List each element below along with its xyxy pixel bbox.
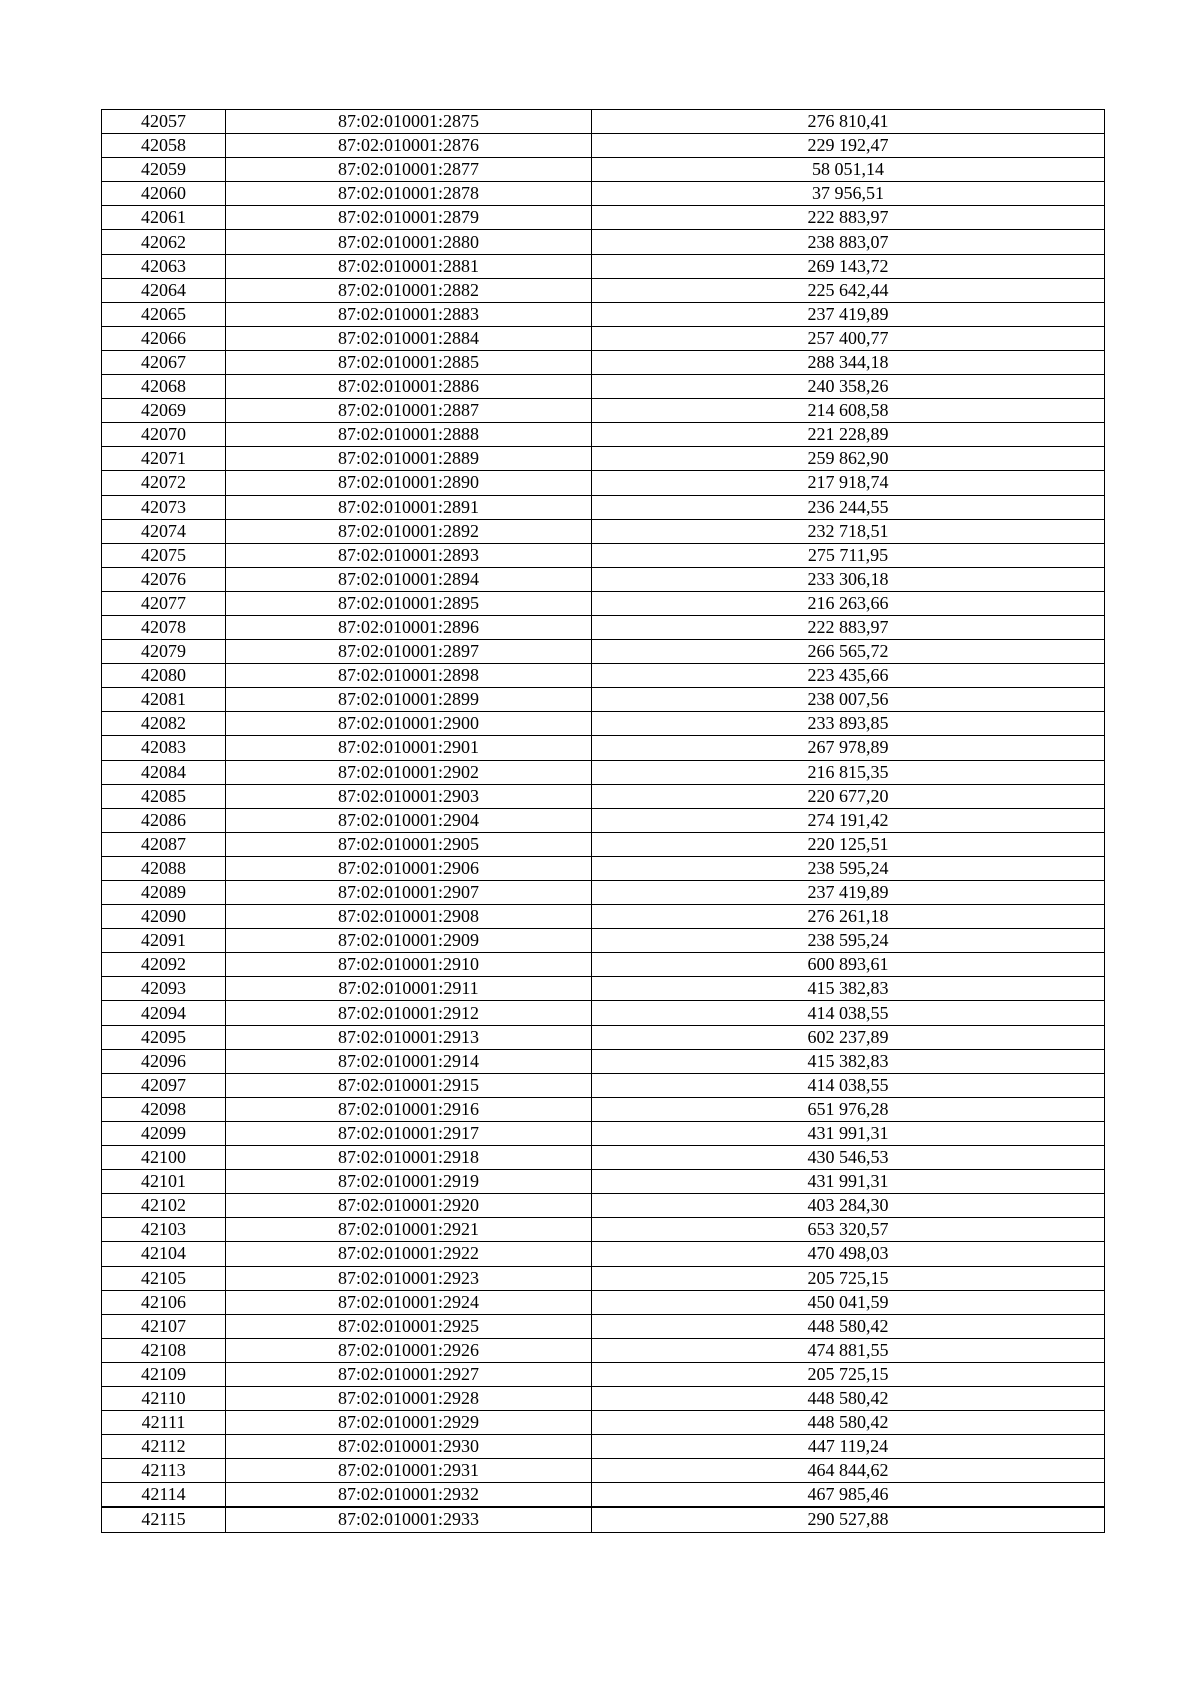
row-number-cell: 42067 — [102, 350, 226, 374]
value-cell: 238 595,24 — [592, 929, 1105, 953]
row-number-cell: 42090 — [102, 905, 226, 929]
value-cell: 217 918,74 — [592, 471, 1105, 495]
table-row — [102, 1483, 1105, 1508]
table-row — [102, 1049, 1105, 1073]
value-cell: 415 382,83 — [592, 1049, 1105, 1073]
cadastral-number-cell: 87:02:010001:2907 — [226, 881, 592, 905]
cadastral-number-cell: 87:02:010001:2880 — [226, 230, 592, 254]
cadastral-number-cell: 87:02:010001:2899 — [226, 688, 592, 712]
table-row — [102, 375, 1105, 399]
value-cell: 232 718,51 — [592, 519, 1105, 543]
table-body — [102, 110, 1105, 1533]
table-row — [102, 1435, 1105, 1459]
value-cell: 414 038,55 — [592, 1001, 1105, 1025]
row-number-cell: 42079 — [102, 640, 226, 664]
cadastral-number-cell: 87:02:010001:2903 — [226, 784, 592, 808]
row-number-cell: 42057 — [102, 110, 226, 134]
cadastral-number-cell: 87:02:010001:2901 — [226, 736, 592, 760]
row-number-cell: 42060 — [102, 182, 226, 206]
cadastral-number-cell: 87:02:010001:2887 — [226, 399, 592, 423]
value-cell: 447 119,24 — [592, 1435, 1105, 1459]
row-number-cell: 42099 — [102, 1121, 226, 1145]
value-cell: 216 263,66 — [592, 591, 1105, 615]
row-number-cell: 42098 — [102, 1097, 226, 1121]
table-row — [102, 495, 1105, 519]
row-number-cell: 42110 — [102, 1386, 226, 1410]
value-cell: 240 358,26 — [592, 375, 1105, 399]
row-number-cell: 42075 — [102, 543, 226, 567]
row-number-cell: 42102 — [102, 1194, 226, 1218]
row-number-cell: 42113 — [102, 1459, 226, 1483]
row-number-cell: 42072 — [102, 471, 226, 495]
row-number-cell: 42081 — [102, 688, 226, 712]
row-number-cell: 42065 — [102, 302, 226, 326]
cadastral-number-cell: 87:02:010001:2924 — [226, 1290, 592, 1314]
row-number-cell: 42096 — [102, 1049, 226, 1073]
value-cell: 474 881,55 — [592, 1338, 1105, 1362]
table-row — [102, 905, 1105, 929]
table-row — [102, 591, 1105, 615]
cadastral-number-cell: 87:02:010001:2876 — [226, 134, 592, 158]
value-cell: 238 883,07 — [592, 230, 1105, 254]
cadastral-number-cell: 87:02:010001:2898 — [226, 664, 592, 688]
table-row — [102, 640, 1105, 664]
row-number-cell: 42085 — [102, 784, 226, 808]
row-number-cell: 42082 — [102, 712, 226, 736]
table-row — [102, 1218, 1105, 1242]
table-row — [102, 929, 1105, 953]
value-cell: 651 976,28 — [592, 1097, 1105, 1121]
table-row — [102, 664, 1105, 688]
value-cell: 37 956,51 — [592, 182, 1105, 206]
cadastral-number-cell: 87:02:010001:2892 — [226, 519, 592, 543]
row-number-cell: 42071 — [102, 447, 226, 471]
row-number-cell: 42106 — [102, 1290, 226, 1314]
value-cell: 430 546,53 — [592, 1146, 1105, 1170]
cadastral-number-cell: 87:02:010001:2925 — [226, 1314, 592, 1338]
value-cell: 415 382,83 — [592, 977, 1105, 1001]
cadastral-number-cell: 87:02:010001:2884 — [226, 326, 592, 350]
cadastral-number-cell: 87:02:010001:2886 — [226, 375, 592, 399]
cadastral-number-cell: 87:02:010001:2926 — [226, 1338, 592, 1362]
table-row — [102, 302, 1105, 326]
value-cell: 233 306,18 — [592, 567, 1105, 591]
value-cell: 220 677,20 — [592, 784, 1105, 808]
cadastral-number-cell: 87:02:010001:2930 — [226, 1435, 592, 1459]
row-number-cell: 42094 — [102, 1001, 226, 1025]
cadastral-number-cell: 87:02:010001:2893 — [226, 543, 592, 567]
cadastral-number-cell: 87:02:010001:2928 — [226, 1386, 592, 1410]
cadastral-number-cell: 87:02:010001:2879 — [226, 206, 592, 230]
table-row — [102, 278, 1105, 302]
table-row — [102, 688, 1105, 712]
row-number-cell: 42104 — [102, 1242, 226, 1266]
row-number-cell: 42095 — [102, 1025, 226, 1049]
row-number-cell: 42087 — [102, 832, 226, 856]
table-row — [102, 856, 1105, 880]
table-row — [102, 1386, 1105, 1410]
cadastral-number-cell: 87:02:010001:2897 — [226, 640, 592, 664]
cadastral-number-cell: 87:02:010001:2921 — [226, 1218, 592, 1242]
cadastral-number-cell: 87:02:010001:2878 — [226, 182, 592, 206]
row-number-cell: 42061 — [102, 206, 226, 230]
row-number-cell: 42069 — [102, 399, 226, 423]
value-cell: 216 815,35 — [592, 760, 1105, 784]
table-row — [102, 1097, 1105, 1121]
value-cell: 214 608,58 — [592, 399, 1105, 423]
row-number-cell: 42108 — [102, 1338, 226, 1362]
value-cell: 225 642,44 — [592, 278, 1105, 302]
table-row — [102, 543, 1105, 567]
table-row — [102, 1001, 1105, 1025]
value-cell: 431 991,31 — [592, 1121, 1105, 1145]
cadastral-number-cell: 87:02:010001:2877 — [226, 158, 592, 182]
value-cell: 448 580,42 — [592, 1386, 1105, 1410]
table-row — [102, 447, 1105, 471]
value-cell: 470 498,03 — [592, 1242, 1105, 1266]
table-row — [102, 1170, 1105, 1194]
row-number-cell: 42066 — [102, 326, 226, 350]
row-number-cell: 42059 — [102, 158, 226, 182]
cadastral-number-cell: 87:02:010001:2922 — [226, 1242, 592, 1266]
cadastral-number-cell: 87:02:010001:2883 — [226, 302, 592, 326]
row-number-cell: 42074 — [102, 519, 226, 543]
table-row — [102, 567, 1105, 591]
row-number-cell: 42097 — [102, 1073, 226, 1097]
value-cell: 58 051,14 — [592, 158, 1105, 182]
row-number-cell: 42070 — [102, 423, 226, 447]
table-row — [102, 712, 1105, 736]
value-cell: 267 978,89 — [592, 736, 1105, 760]
value-cell: 288 344,18 — [592, 350, 1105, 374]
cadastral-number-cell: 87:02:010001:2900 — [226, 712, 592, 736]
row-number-cell: 42093 — [102, 977, 226, 1001]
cadastral-number-cell: 87:02:010001:2929 — [226, 1411, 592, 1435]
row-number-cell: 42105 — [102, 1266, 226, 1290]
table-row — [102, 326, 1105, 350]
value-cell: 257 400,77 — [592, 326, 1105, 350]
value-cell: 237 419,89 — [592, 881, 1105, 905]
row-number-cell: 42089 — [102, 881, 226, 905]
table-row — [102, 760, 1105, 784]
value-cell: 290 527,88 — [592, 1507, 1105, 1532]
cadastral-number-cell: 87:02:010001:2889 — [226, 447, 592, 471]
table-row — [102, 471, 1105, 495]
row-number-cell: 42103 — [102, 1218, 226, 1242]
value-cell: 221 228,89 — [592, 423, 1105, 447]
table-row — [102, 953, 1105, 977]
row-number-cell: 42062 — [102, 230, 226, 254]
cadastral-number-cell: 87:02:010001:2917 — [226, 1121, 592, 1145]
table-row — [102, 519, 1105, 543]
cadastral-number-cell: 87:02:010001:2916 — [226, 1097, 592, 1121]
value-cell: 274 191,42 — [592, 808, 1105, 832]
row-number-cell: 42080 — [102, 664, 226, 688]
table-row — [102, 1121, 1105, 1145]
row-number-cell: 42091 — [102, 929, 226, 953]
cadastral-number-cell: 87:02:010001:2920 — [226, 1194, 592, 1218]
table-row — [102, 1242, 1105, 1266]
cadastral-number-cell: 87:02:010001:2931 — [226, 1459, 592, 1483]
row-number-cell: 42077 — [102, 591, 226, 615]
table-row — [102, 736, 1105, 760]
row-number-cell: 42115 — [102, 1507, 226, 1532]
row-number-cell: 42114 — [102, 1483, 226, 1508]
row-number-cell: 42076 — [102, 567, 226, 591]
row-number-cell: 42078 — [102, 615, 226, 639]
row-number-cell: 42086 — [102, 808, 226, 832]
row-number-cell: 42101 — [102, 1170, 226, 1194]
table-row — [102, 1362, 1105, 1386]
cadastral-number-cell: 87:02:010001:2919 — [226, 1170, 592, 1194]
row-number-cell: 42092 — [102, 953, 226, 977]
row-number-cell: 42100 — [102, 1146, 226, 1170]
table-row — [102, 1314, 1105, 1338]
value-cell: 266 565,72 — [592, 640, 1105, 664]
cadastral-number-cell: 87:02:010001:2927 — [226, 1362, 592, 1386]
value-cell: 205 725,15 — [592, 1266, 1105, 1290]
value-cell: 653 320,57 — [592, 1218, 1105, 1242]
value-cell: 205 725,15 — [592, 1362, 1105, 1386]
row-number-cell: 42064 — [102, 278, 226, 302]
value-cell: 269 143,72 — [592, 254, 1105, 278]
cadastral-number-cell: 87:02:010001:2902 — [226, 760, 592, 784]
table-row — [102, 254, 1105, 278]
table-row — [102, 1073, 1105, 1097]
table-row — [102, 158, 1105, 182]
value-cell: 236 244,55 — [592, 495, 1105, 519]
value-cell: 238 007,56 — [592, 688, 1105, 712]
cadastral-number-cell: 87:02:010001:2911 — [226, 977, 592, 1001]
value-cell: 403 284,30 — [592, 1194, 1105, 1218]
cadastral-number-cell: 87:02:010001:2894 — [226, 567, 592, 591]
table-row — [102, 1338, 1105, 1362]
table-row — [102, 808, 1105, 832]
table-row — [102, 134, 1105, 158]
row-number-cell: 42058 — [102, 134, 226, 158]
cadastral-number-cell: 87:02:010001:2918 — [226, 1146, 592, 1170]
cadastral-number-cell: 87:02:010001:2890 — [226, 471, 592, 495]
value-cell: 276 810,41 — [592, 110, 1105, 134]
table-row — [102, 1411, 1105, 1435]
table-row — [102, 206, 1105, 230]
cadastral-number-cell: 87:02:010001:2915 — [226, 1073, 592, 1097]
value-cell: 237 419,89 — [592, 302, 1105, 326]
table-row — [102, 399, 1105, 423]
row-number-cell: 42088 — [102, 856, 226, 880]
table-row — [102, 182, 1105, 206]
row-number-cell: 42111 — [102, 1411, 226, 1435]
cadastral-number-cell: 87:02:010001:2891 — [226, 495, 592, 519]
table-row — [102, 350, 1105, 374]
cadastral-value-table — [101, 109, 1105, 1533]
cadastral-number-cell: 87:02:010001:2895 — [226, 591, 592, 615]
cadastral-number-cell: 87:02:010001:2896 — [226, 615, 592, 639]
row-number-cell: 42109 — [102, 1362, 226, 1386]
row-number-cell: 42063 — [102, 254, 226, 278]
value-cell: 602 237,89 — [592, 1025, 1105, 1049]
table-row — [102, 1459, 1105, 1483]
cadastral-number-cell: 87:02:010001:2913 — [226, 1025, 592, 1049]
value-cell: 448 580,42 — [592, 1314, 1105, 1338]
cadastral-number-cell: 87:02:010001:2910 — [226, 953, 592, 977]
cadastral-number-cell: 87:02:010001:2881 — [226, 254, 592, 278]
table-row — [102, 615, 1105, 639]
table-row — [102, 784, 1105, 808]
cadastral-number-cell: 87:02:010001:2908 — [226, 905, 592, 929]
value-cell: 259 862,90 — [592, 447, 1105, 471]
value-cell: 222 883,97 — [592, 615, 1105, 639]
table-row — [102, 230, 1105, 254]
cadastral-number-cell: 87:02:010001:2914 — [226, 1049, 592, 1073]
table-row — [102, 1290, 1105, 1314]
value-cell: 233 893,85 — [592, 712, 1105, 736]
table-row — [102, 1194, 1105, 1218]
table-row — [102, 1146, 1105, 1170]
value-cell: 467 985,46 — [592, 1483, 1105, 1508]
value-cell: 229 192,47 — [592, 134, 1105, 158]
table-row — [102, 977, 1105, 1001]
value-cell: 238 595,24 — [592, 856, 1105, 880]
table-row — [102, 423, 1105, 447]
cadastral-number-cell: 87:02:010001:2912 — [226, 1001, 592, 1025]
cadastral-number-cell: 87:02:010001:2933 — [226, 1507, 592, 1532]
cadastral-number-cell: 87:02:010001:2882 — [226, 278, 592, 302]
value-cell: 276 261,18 — [592, 905, 1105, 929]
cadastral-number-cell: 87:02:010001:2885 — [226, 350, 592, 374]
value-cell: 220 125,51 — [592, 832, 1105, 856]
cadastral-number-cell: 87:02:010001:2923 — [226, 1266, 592, 1290]
value-cell: 600 893,61 — [592, 953, 1105, 977]
table-row — [102, 881, 1105, 905]
value-cell: 431 991,31 — [592, 1170, 1105, 1194]
cadastral-number-cell: 87:02:010001:2904 — [226, 808, 592, 832]
value-cell: 414 038,55 — [592, 1073, 1105, 1097]
row-number-cell: 42112 — [102, 1435, 226, 1459]
cadastral-number-cell: 87:02:010001:2888 — [226, 423, 592, 447]
row-number-cell: 42107 — [102, 1314, 226, 1338]
value-cell: 223 435,66 — [592, 664, 1105, 688]
row-number-cell: 42083 — [102, 736, 226, 760]
cadastral-number-cell: 87:02:010001:2909 — [226, 929, 592, 953]
value-cell: 275 711,95 — [592, 543, 1105, 567]
table-row — [102, 1266, 1105, 1290]
cadastral-number-cell: 87:02:010001:2875 — [226, 110, 592, 134]
table-row — [102, 832, 1105, 856]
row-number-cell: 42084 — [102, 760, 226, 784]
value-cell: 222 883,97 — [592, 206, 1105, 230]
table-row — [102, 1025, 1105, 1049]
row-number-cell: 42068 — [102, 375, 226, 399]
value-cell: 450 041,59 — [592, 1290, 1105, 1314]
table-row — [102, 110, 1105, 134]
row-number-cell: 42073 — [102, 495, 226, 519]
cadastral-number-cell: 87:02:010001:2905 — [226, 832, 592, 856]
value-cell: 464 844,62 — [592, 1459, 1105, 1483]
cadastral-number-cell: 87:02:010001:2906 — [226, 856, 592, 880]
table-row — [102, 1507, 1105, 1532]
cadastral-number-cell: 87:02:010001:2932 — [226, 1483, 592, 1508]
value-cell: 448 580,42 — [592, 1411, 1105, 1435]
